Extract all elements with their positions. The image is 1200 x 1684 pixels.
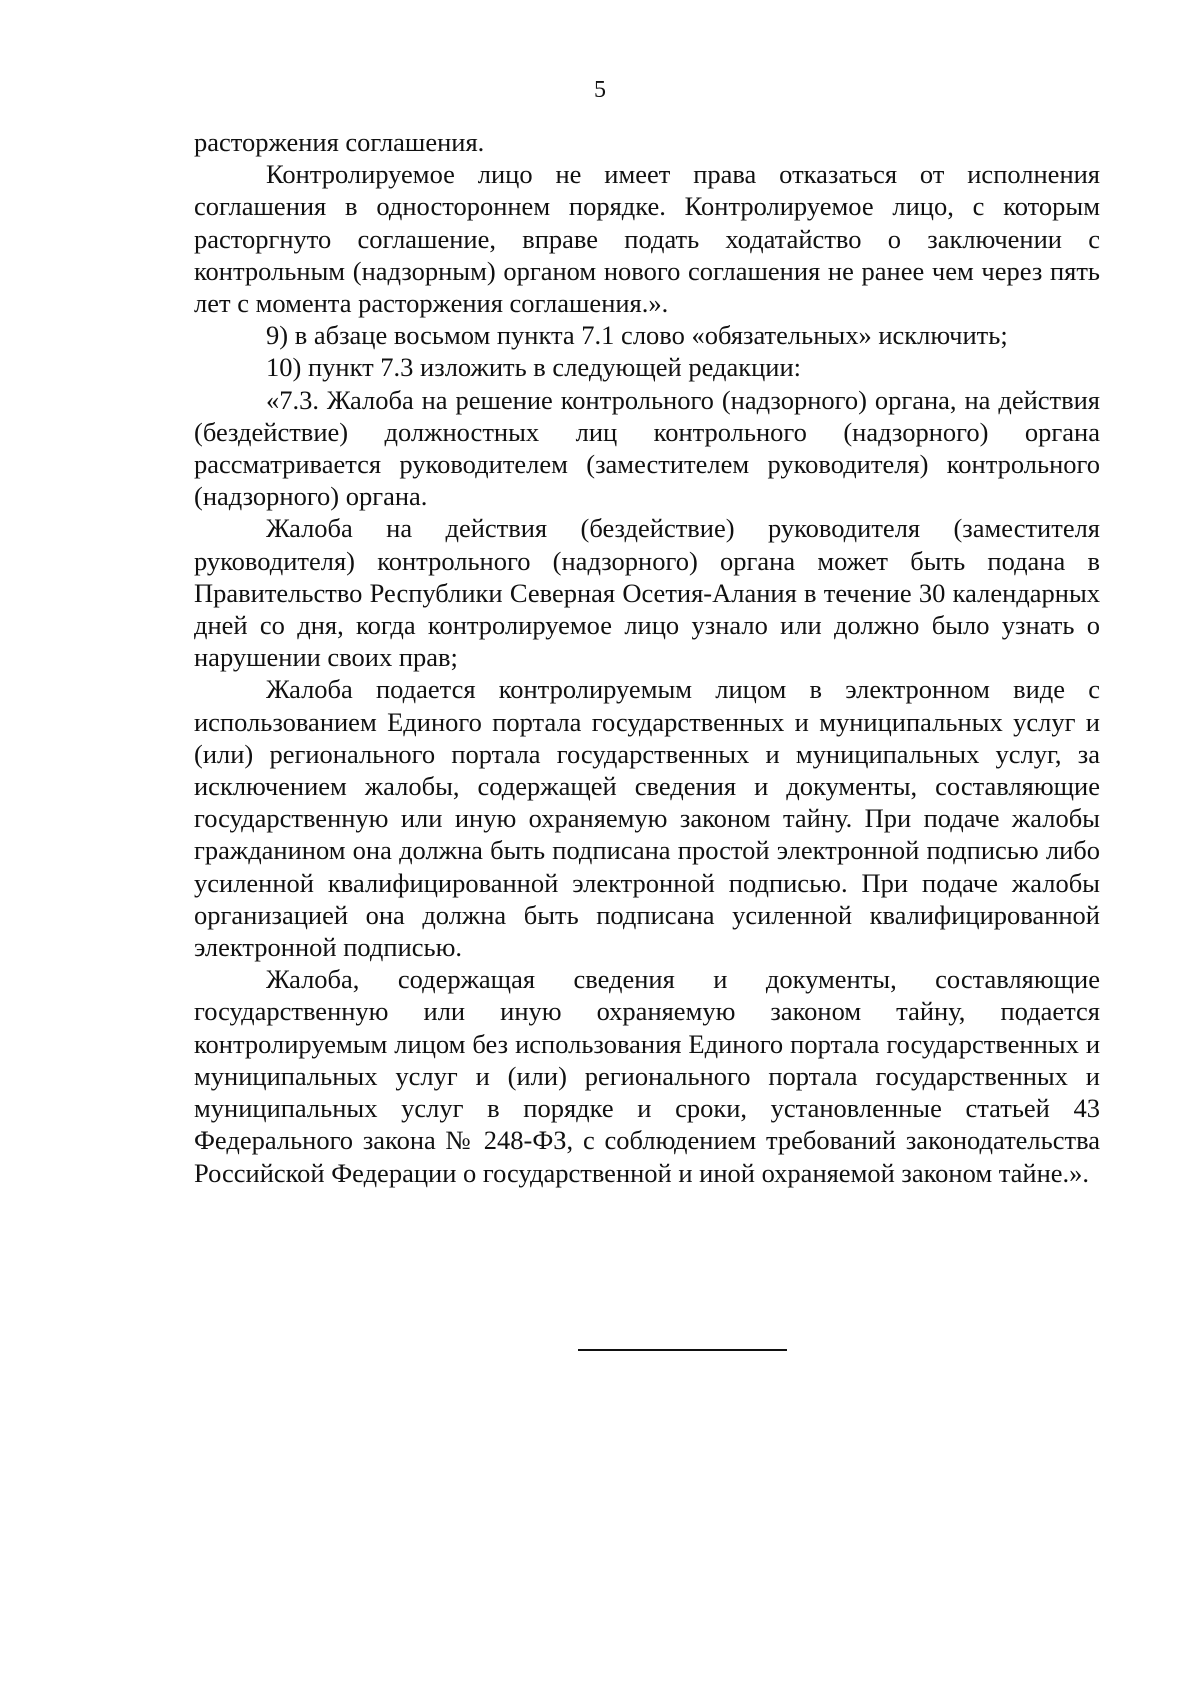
paragraph-continuation: расторжения соглашения. <box>194 127 485 157</box>
document-body <box>194 126 1100 1189</box>
paragraph-item-10: 10) пункт 7.3 изложить в следующей редакции: <box>266 352 802 383</box>
paragraph-item-9: 9) в абзаце восьмом пункта 7.1 слово «обязательных» исключить; <box>266 320 1008 351</box>
paragraph-7-3-complaint: «7.3. Жалоба на решение контрольного (надзорного) органа, на действия (бездействие) должностных лиц контрольного (надзорного) органа рассматривается руководителем (заместителем руководителя) контрольного (надзорного) органа. <box>194 384 1100 512</box>
end-of-document-rule <box>578 1349 787 1351</box>
paragraph-complaint-government: Жалоба на действия (бездействие) руководителя (заместителя руководителя) контрольного (надзорного) органа может быть подана в Правительство Республики Северная Осетия-Алания в течение 30 календарных дней со дня, когда контролируемое лицо узнало или должно было узнать о нарушении своих прав; <box>194 513 1100 673</box>
page-number: 5 <box>594 77 606 103</box>
paragraph-complaint-electronic: Жалоба подается контролируемым лицом в электронном виде с использованием Единого портала государственных и муниципальных услуг и (или) регионального портала государственных и муниципальных услуг, за исключением жалобы, содержащей сведения и документы, составляющие государственную или иную охраняемую законом тайну. При подаче жалобы гражданином она должна быть подписана простой электронной подписью либо усиленной квалифицированной электронной подписью. При подаче жалобы организацией она должна быть подписана усиленной квалифицированной электронной подписью. <box>194 674 1100 963</box>
paragraph-termination-rules: Контролируемое лицо не имеет права отказаться от исполнения соглашения в одностороннем порядке. Контролируемое лицо, с которым расторгнуто соглашение, вправе подать ходатайство о заключении с контрольным (надзорным) органом нового соглашения не ранее чем через пять лет с момента расторжения соглашения.». <box>194 159 1100 319</box>
paragraph-complaint-secret: Жалоба, содержащая сведения и документы, составляющие государственную или иную охраняемую законом тайну, подается контролируемым лицом без использования Единого портала государственных и муниципальных услуг и (или) регионального портала государственных и муниципальных услуг в порядке и сроки, установленные статьей 43 Федерального закона № 248-ФЗ, с соблюдением требований законодательства Российской Федерации о государственной и иной охраняемой законом тайне.». <box>194 964 1100 1188</box>
